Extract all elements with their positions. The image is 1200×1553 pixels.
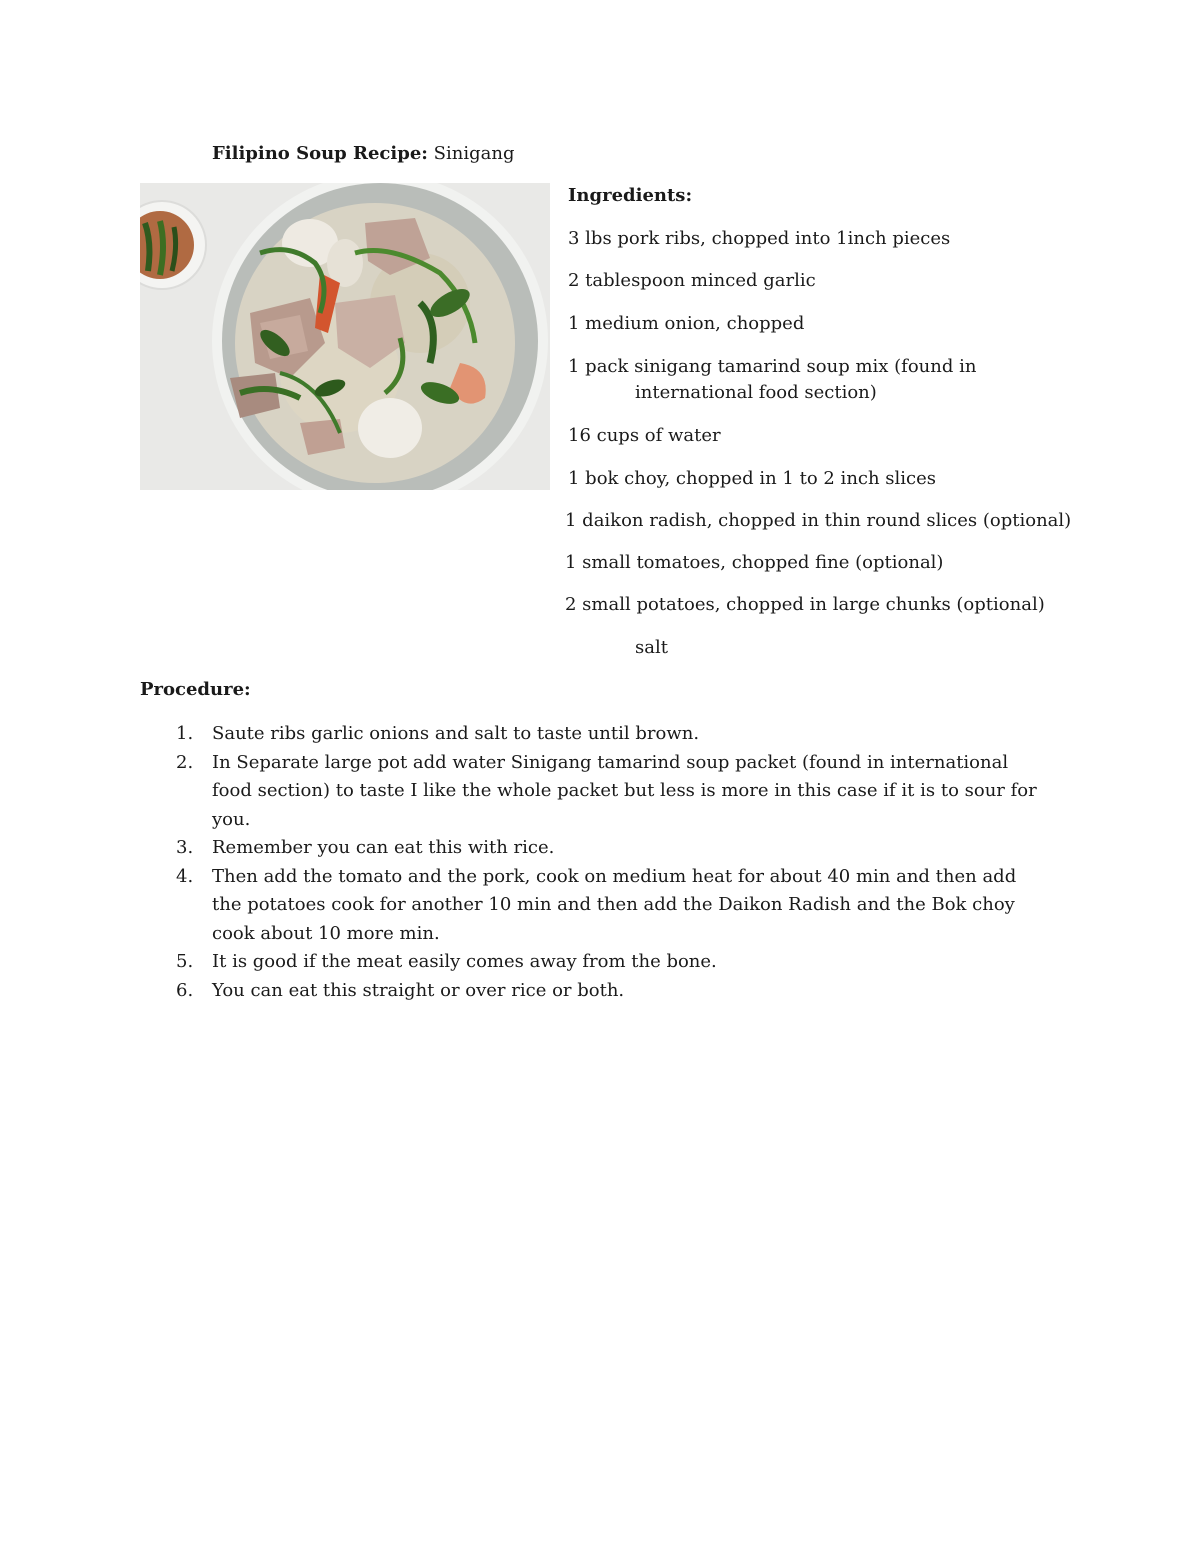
step-number: 1. (176, 723, 194, 744)
ingredient-item: 2 tablespoon minced garlic (568, 270, 816, 291)
procedure-heading: Procedure: (140, 679, 251, 700)
ingredient-item: 1 pack sinigang tamarind soup mix (found in (568, 356, 977, 377)
procedure-steps (140, 720, 1050, 1005)
recipe-title (212, 142, 514, 166)
ingredient-item-continuation: international food section) (635, 382, 877, 403)
step-text: In Separate large pot add water Sinigang tamarind soup packet (found in international food section) to taste I like the whole packet but less is more in this case if it is to sour for you. (212, 751, 1037, 830)
ingredient-item: 1 medium onion, chopped (568, 313, 805, 334)
step-text: Then add the tomato and the pork, cook on medium heat for about 40 min and then add the potatoes cook for another 10 min and then add the Daikon Radish and the Bok choy cook about 10 more min. (212, 865, 1017, 944)
step-number: 4. (176, 865, 194, 887)
soup-photo (140, 183, 550, 490)
procedure-step (140, 863, 1050, 949)
procedure-step (140, 749, 1050, 835)
recipe-title-name: Sinigang (433, 143, 515, 164)
ingredient-item: 16 cups of water (568, 425, 721, 446)
procedure-step (140, 720, 1050, 749)
step-text: Remember you can eat this with rice. (212, 837, 555, 858)
ingredient-item: 3 lbs pork ribs, chopped into 1inch pieces (568, 228, 951, 249)
step-text: You can eat this straight or over rice or both. (212, 979, 625, 1001)
ingredient-item: salt (635, 637, 668, 658)
ingredient-item: 1 small tomatoes, chopped fine (optional) (565, 552, 944, 573)
procedure-step (140, 834, 1050, 863)
step-number: 3. (176, 837, 194, 858)
step-number: 2. (176, 751, 194, 773)
ingredient-item: 1 daikon radish, chopped in thin round slices (optional) (565, 510, 1072, 531)
ingredient-item: 2 small potatoes, chopped in large chunks (optional) (565, 594, 1045, 615)
step-text: Saute ribs garlic onions and salt to taste until brown. (212, 723, 700, 744)
procedure-step (140, 948, 1050, 977)
recipe-title-label: Filipino Soup Recipe: (212, 143, 428, 164)
soup-bowl-image (140, 183, 550, 490)
ingredients-heading: Ingredients: (568, 185, 693, 206)
step-text: It is good if the meat easily comes away from the bone. (212, 951, 717, 972)
step-number: 6. (176, 979, 194, 1001)
ingredient-item: 1 bok choy, chopped in 1 to 2 inch slices (568, 468, 937, 489)
step-number: 5. (176, 951, 194, 972)
procedure-step (140, 977, 1050, 1006)
